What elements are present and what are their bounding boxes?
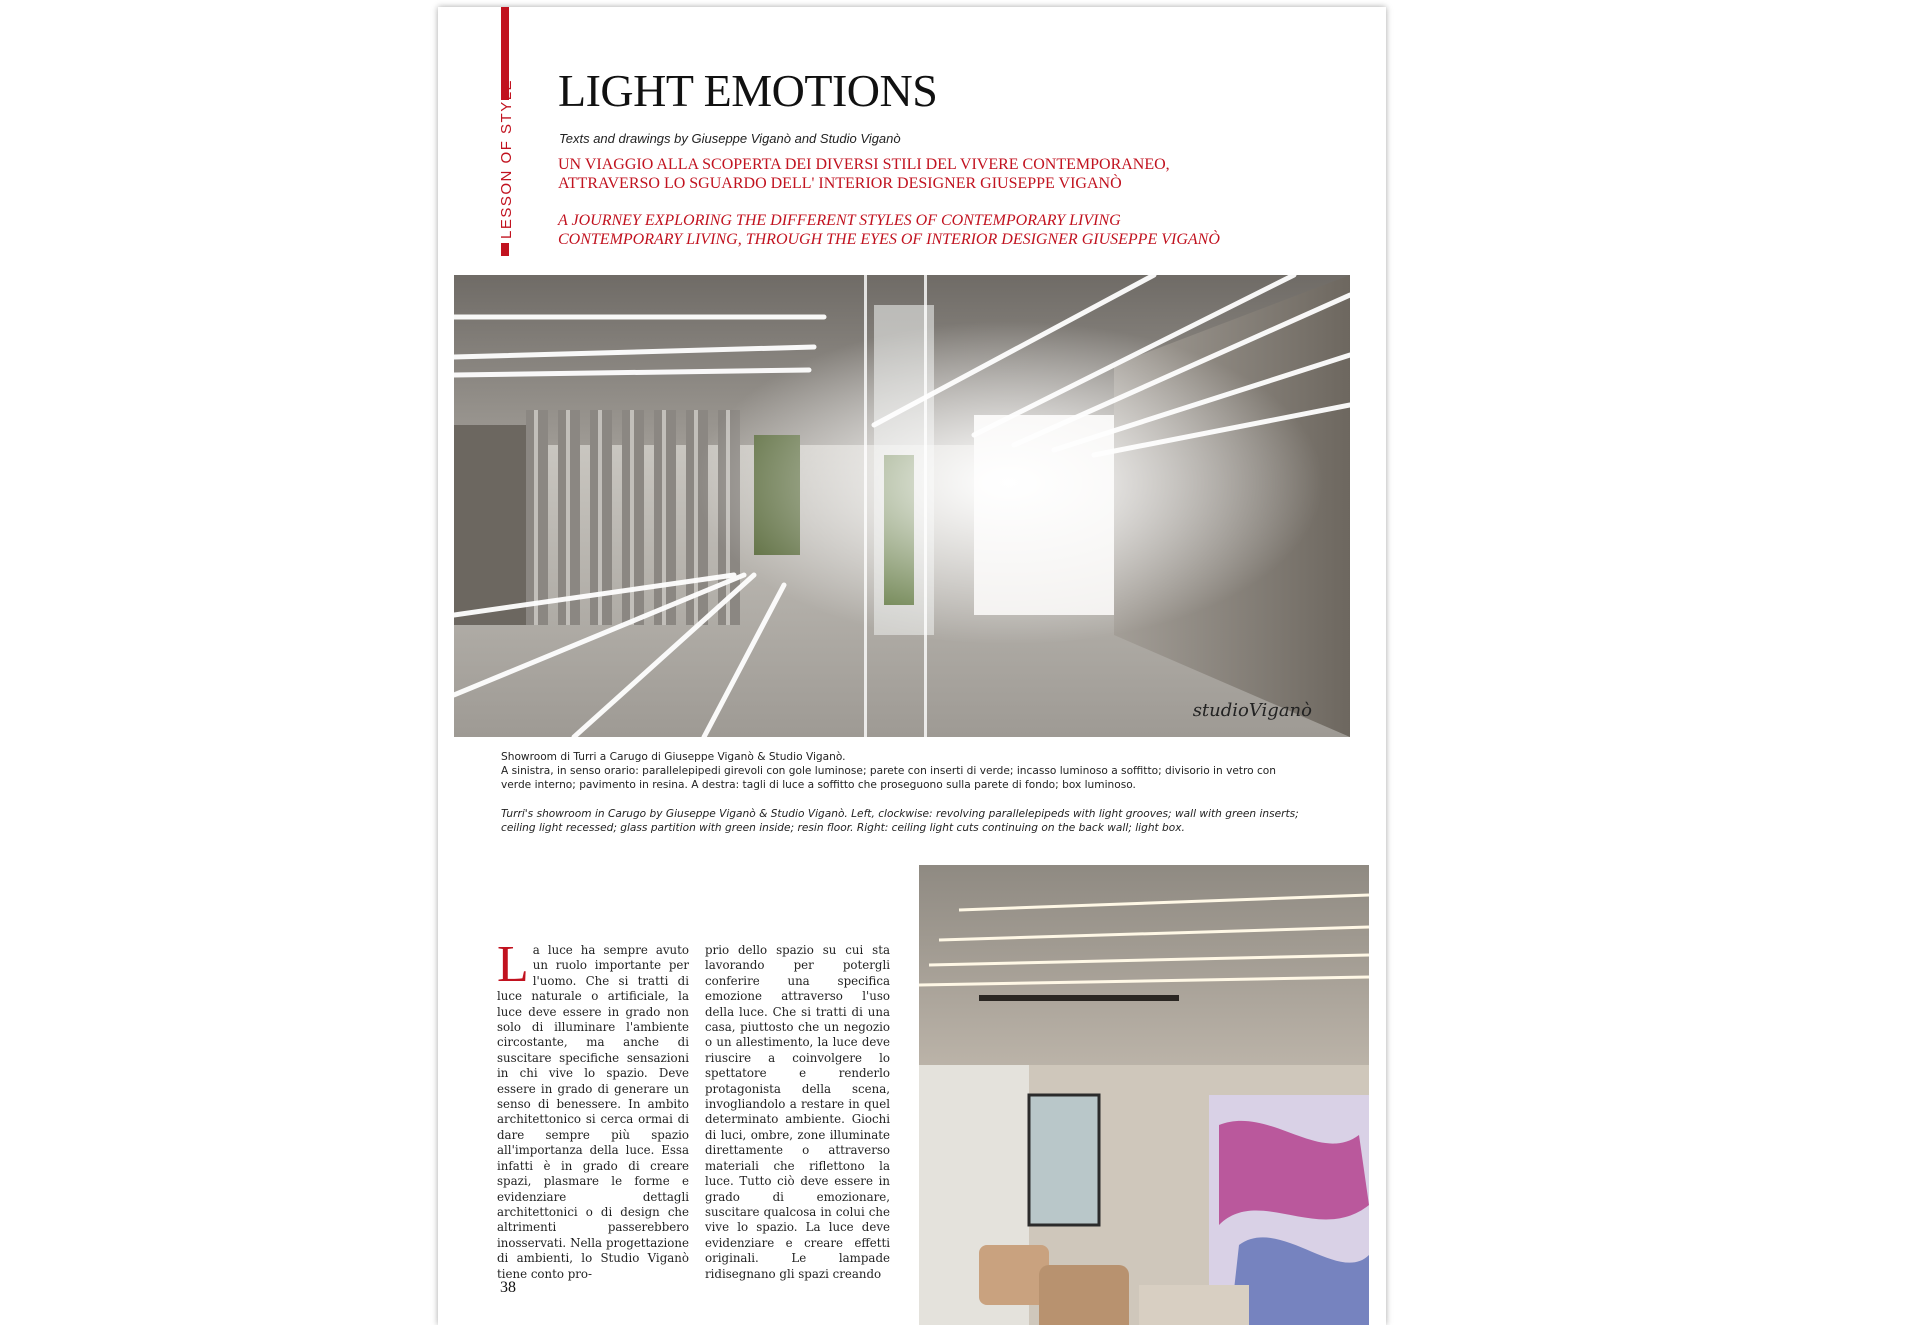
subtitle-italian xyxy=(558,155,1358,193)
subtitle-english xyxy=(558,211,1358,249)
byline: Texts and drawings by Giuseppe Viganò and Studio Viganò xyxy=(559,131,901,146)
interior-photo xyxy=(919,865,1369,1325)
caption-it-line-2: A sinistra, in senso orario: parallelepipedi girevoli con gole luminose; parete con inserti di verde; incasso luminoso a soffitto; divisorio in vetro con verde interno; pavimento in resina. A destra: tagli di luce a soffitto che proseguono sulla parete di fondo; box luminoso. xyxy=(501,765,1277,791)
side-accent-bar-bottom xyxy=(501,243,509,256)
image-caption-english: Turri's showroom in Carugo by Giuseppe Viganò & Studio Viganò. Left, clockwise: revolving parallelepipeds with light grooves; wall with green inserts; ceiling light recessed; glass partition with green inside; resin floor. Right: ceiling light cuts continuing on the back wall; light box. xyxy=(501,808,1299,834)
subtitle-en-line-1: A JOURNEY EXPLORING THE DIFFERENT STYLES OF CONTEMPORARY LIVING xyxy=(558,212,1121,229)
artist-signature: studioViganò xyxy=(1192,700,1312,721)
magazine-page xyxy=(438,7,1386,1325)
article-column-2: prio dello spazio su cui sta lavorando per potergli conferire una specifica emozione attraverso l'uso della luce. Che si tratti di una casa, piuttosto che un negozio o un allestimento, la luce deve riuscire a coinvolgere lo spettatore e renderlo protagonista della scena, invogliandolo a restare in quel determinato ambiente. Giochi di luci, ombre, zone illuminate direttamente o attraverso materiali che riflettono la luce. Tutto ciò deve essere in grado di emozionare, suscitare qualcosa in colui che vive lo spazio. La luce deve evidenziare e creare effetti originali. Le lampade ridisegnano gli spazi creando xyxy=(705,943,890,1281)
subtitle-it-line-1: UN VIAGGIO ALLA SCOPERTA DEI DIVERSI STILI DEL VIVERE CONTEMPORANEO, xyxy=(558,156,1170,173)
article-title: LIGHT EMOTIONS xyxy=(558,65,938,116)
page-number: 38 xyxy=(500,1279,516,1296)
drop-cap: L xyxy=(497,936,529,993)
image-caption-italian xyxy=(501,750,1301,792)
caption-it-line-1: Showroom di Turri a Carugo di Giuseppe Viganò & Studio Viganò. xyxy=(501,751,846,763)
section-label: LESSON OF STYLE xyxy=(498,78,515,239)
column-1-text: a luce ha sempre avuto un ruolo importante per l'uomo. Che si tratti di luce naturale o artificiale, la luce deve essere in grado non solo di illuminare l'ambiente circostante, ma anche di suscitare specifiche sensazioni in chi vive lo spazio. Deve essere in grado di generare un senso di benessere. In ambito architettonico si cerca ormai di dare sempre più spazio all'importanza della luce. Essa infatti è in grado di creare spazi, plasmare le forme e evidenziare dettagli architettonici o di design che altrimenti passerebbero inosservati. Nella progettazione di ambienti, lo Studio Viganò tiene conto pro- xyxy=(497,943,689,1281)
subtitle-it-line-2: ATTRAVERSO LO SGUARDO DELL' INTERIOR DESIGNER GIUSEPPE VIGANÒ xyxy=(558,175,1122,192)
subtitle-en-line-2: CONTEMPORARY LIVING, THROUGH THE EYES OF INTERIOR DESIGNER GIUSEPPE VIGANÒ xyxy=(558,231,1220,248)
article-column-1 xyxy=(497,936,689,1282)
showroom-rendering-image xyxy=(454,275,1350,737)
